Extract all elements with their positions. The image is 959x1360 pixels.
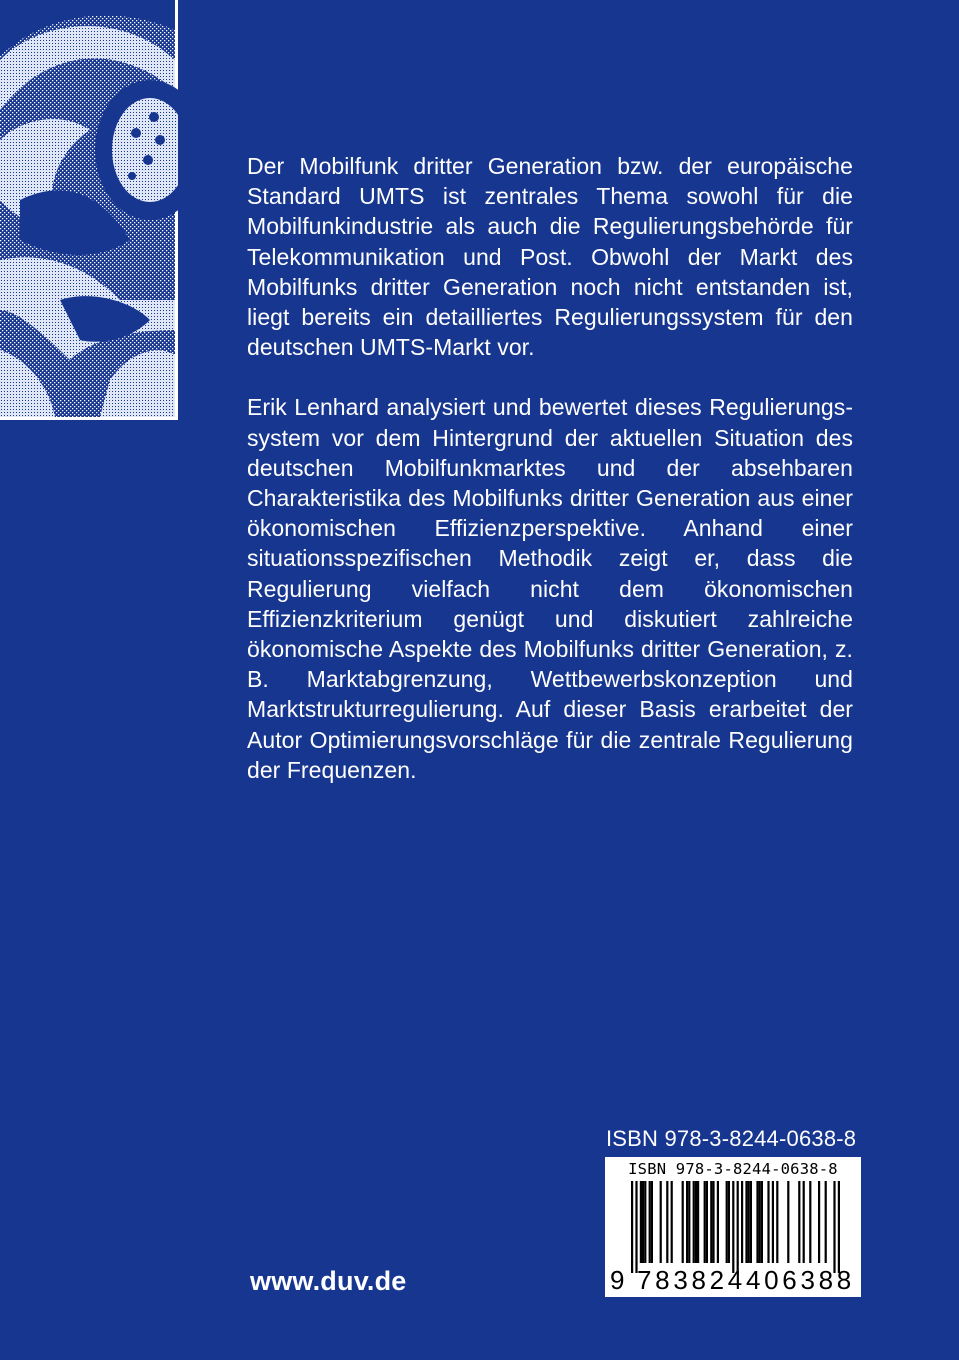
barcode-bar (695, 1181, 697, 1263)
barcode-bar (732, 1181, 734, 1273)
barcode-bar (745, 1181, 747, 1263)
blurb-paragraph-1: Der Mobilfunk dritter Generation bzw. der europäische Standard UMTS ist zentrales Thema sowohl für die Mobilfunkindustrie als auch die Regulierungsbehörde für Telekommunikation und Post. Obwohl der Markt des Mobilfunks dritter Generation noch nicht entstanden ist, liegt bereits ein detailliertes Regulierungssystem für den deutschen UMTS-Markt vor. (247, 153, 853, 361)
barcode-bar (737, 1181, 739, 1273)
barcode-bar (809, 1181, 811, 1263)
barcode-isbn-line: ISBN 978-3-8244-0638-8 (628, 1160, 838, 1178)
barcode-bar (642, 1181, 644, 1263)
barcode-bar (671, 1181, 673, 1263)
barcode-bar (833, 1181, 835, 1273)
barcode-bar (750, 1181, 752, 1263)
publisher-website: www.duv.de (250, 1266, 407, 1296)
barcode-bar (759, 1181, 761, 1263)
barcode-bar (728, 1181, 730, 1263)
barcode-bar (803, 1181, 805, 1263)
barcode-bar (761, 1181, 763, 1263)
barcode-bar (693, 1181, 695, 1263)
barcode-bar (717, 1181, 719, 1263)
isbn-label: ISBN 978-3-8244-0638-8 (606, 1126, 857, 1151)
barcode-bar (706, 1181, 708, 1263)
barcode-bar (787, 1181, 789, 1263)
barcode-bar (748, 1181, 750, 1263)
barcode-bar (710, 1181, 712, 1263)
barcode-bar (825, 1181, 827, 1263)
barcode-bar (635, 1181, 637, 1273)
barcode-bar (772, 1181, 774, 1263)
barcode-bar (640, 1181, 642, 1263)
barcode-bar (798, 1181, 800, 1263)
barcode-digits: 783824406388 (637, 1265, 855, 1295)
blurb-paragraph-2: Erik Lenhard analysiert und bewertet dieses Regulierungssystem vor dem Hintergrund der aktuellen Situation des deutschen Mobilfunkmarktes und der absehbaren Charakteristika des Mobilfunks dritter Generation aus einer ökonomischen Effizienzperspektive. Anhand einer situationsspezifischen Methodik zeigt er, dass die Regulierung vielfach nicht dem ökonomischen Effizienzkriterium genügt und diskutiert zahlreiche ökonomische Aspekte des Mobilfunks dritter Generation, z. B. Marktabgrenzung, Wettbewerbskonzeption und Marktstrukturregulierung. Auf dieser Basis erarbeitet der Autor Optimierungsvorschläge für die zentrale Regulierung der Frequenzen. (247, 394, 853, 783)
barcode-bar (682, 1181, 684, 1263)
barcode-bar (631, 1181, 633, 1273)
barcode-bar (660, 1181, 662, 1263)
barcode-bar (726, 1181, 728, 1263)
barcode-bar (756, 1181, 758, 1263)
barcode-bar (838, 1181, 840, 1273)
blurb-text (247, 151, 853, 785)
barcode-bar (776, 1181, 778, 1263)
barcode-bar (712, 1181, 714, 1263)
barcode-lead-digit: 9 (610, 1265, 625, 1295)
barcode-bar (651, 1181, 653, 1263)
cover-art-image (0, 0, 178, 420)
barcode-bar (818, 1181, 820, 1263)
barcode-bar (666, 1181, 668, 1263)
barcode-bar (686, 1181, 688, 1263)
barcode-bar (741, 1181, 743, 1263)
barcode-bar (644, 1181, 646, 1263)
barcode-bar (649, 1181, 651, 1263)
barcode-bar (688, 1181, 690, 1263)
isbn-barcode (605, 1157, 861, 1297)
barcode-bar (767, 1181, 769, 1263)
barcode-bar (697, 1181, 699, 1263)
barcode-bar (704, 1181, 706, 1263)
